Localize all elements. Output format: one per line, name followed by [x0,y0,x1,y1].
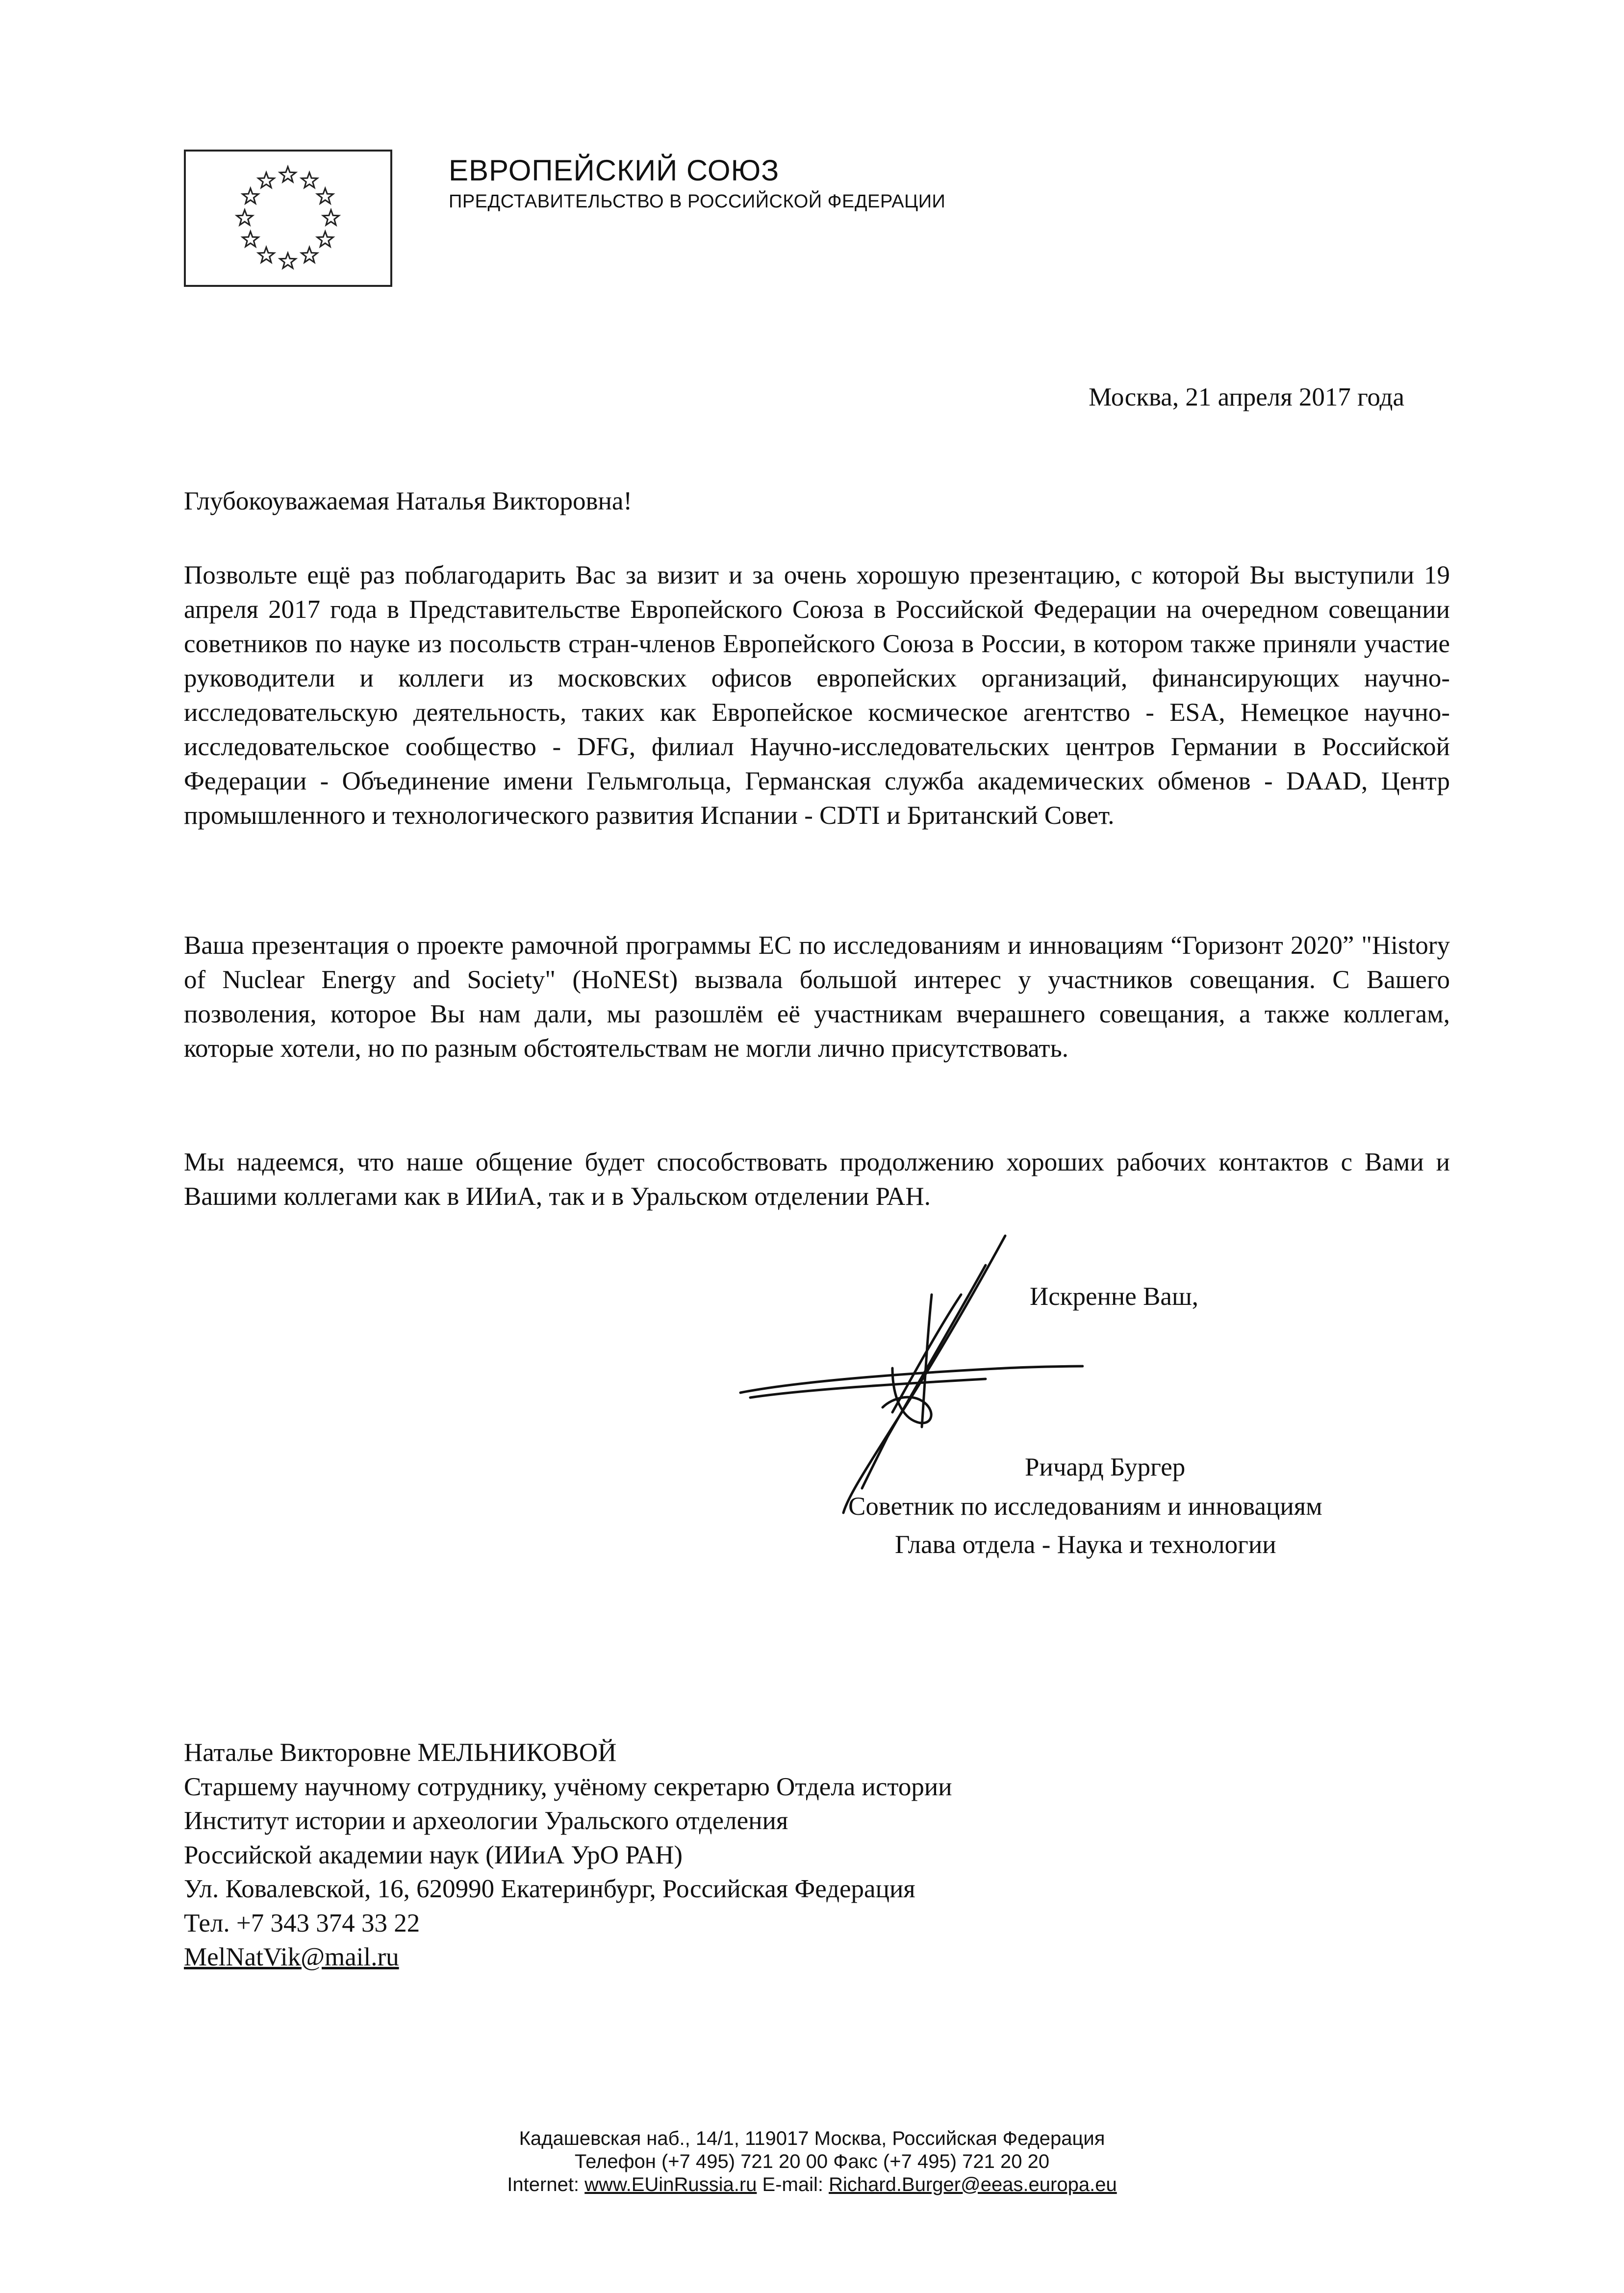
recipient-position: Старшему научному сотруднику, учёному секретарю Отдела истории [184,1772,952,1801]
star-icon [317,231,333,247]
recipient-email-link[interactable]: MelNatVik@mail.ru [184,1943,399,1971]
star-icon [258,173,274,188]
star-icon [280,167,296,182]
body-paragraph: Ваша презентация о проекте рамочной программы ЕС по исследованиям и инновациям “Горизонт 2020” "History of Nuclear Energy and Society" (HoNESt) вызвала большой интерес у участников совещания. С Вашего позволения, которое Вы нам дали, мы разошлём её участникам вчерашнего совещания, а также коллегам, которые хотели, но по разным обстоятельствам не могли лично присутствовать. [184,931,1450,1063]
star-icon [323,210,339,225]
eu-stars-flag-icon [186,152,390,285]
star-icon [302,173,317,188]
footer-address: Кадашевская наб., 14/1, 119017 Москва, Российская Федерация [519,2128,1105,2149]
recipient-institute-line: Институт истории и археологии Уральского отделения [184,1807,788,1835]
signer-role: Советник по исследованиям и инновациям [848,1492,1322,1521]
body-paragraph: Позвольте ещё раз поблагодарить Вас за визит и за очень хорошую презентацию, с которой Вы выступили 19 апреля 2017 года в Представительстве Европейского Союза в Российской Федерации на очередном совещании советников по науке из посольств стран-членов Европейского Союза в России, в котором также приняли участие руководители и коллеги из московских офисов европейских организаций, финансирующих научно-исследовательскую деятельность, таких как Европейское космическое агентство - ESA, Немецкое научно-исследовательское сообщество - DFG, филиал Научно-исследовательских центров Германии в Российской Федерации - Объединение имени Гельмгольца, Германская служба академических обменов - DAAD, Центр промышленного и технологического развития Испании - CDTI и Британский Совет. [184,561,1450,830]
star-icon [258,247,274,262]
star-icon [302,247,317,262]
organization-subtitle: ПРЕДСТАВИТЕЛЬСТВО В РОССИЙСКОЙ ФЕДЕРАЦИИ [449,191,946,212]
star-icon [237,210,253,225]
star-icon [317,188,333,204]
recipient-name: Наталье Викторовне МЕЛЬНИКОВОЙ [184,1738,617,1767]
star-icon [243,231,258,247]
recipient-block [184,1736,952,1975]
signer-name: Ричард Бургер [1025,1453,1186,1481]
recipient-institute-line: Российской академии наук (ИИиА УрО РАН) [184,1840,683,1869]
website-link[interactable]: www.EUinRussia.ru [584,2174,757,2195]
signer-department: Глава отдела - Наука и технологии [895,1530,1276,1559]
organization-name: ЕВРОПЕЙСКИЙ СОЮЗ [449,154,780,187]
email-link[interactable]: Richard.Burger@eeas.europa.eu [829,2174,1117,2195]
body-paragraph: Мы надеемся, что наше общение будет способствовать продолжению хороших рабочих контактов с Вами и Вашими коллегами как в ИИиА, так и в Уральском отделении РАН. [184,1148,1450,1211]
footer-email-label: E-mail: [762,2174,823,2195]
star-icon [280,253,296,268]
closing-phrase: Искренне Ваш, [1030,1282,1199,1311]
footer-phones: Телефон (+7 495) 721 20 00 Факс (+7 495) 721 20 20 [574,2151,1050,2172]
footer-internet-label: Internet: [507,2174,580,2195]
footer [0,2127,1624,2196]
letter-date: Москва, 21 апреля 2017 года [1089,383,1404,411]
eu-logo [184,150,392,287]
salutation: Глубокоуважаемая Наталья Викторовна! [184,487,633,515]
footer-contacts [0,2173,1624,2196]
star-icon [243,188,258,204]
recipient-phone: Тел. +7 343 374 33 22 [184,1909,420,1937]
recipient-address: Ул. Ковалевской, 16, 620990 Екатеринбург, Российская Федерация [184,1875,915,1903]
